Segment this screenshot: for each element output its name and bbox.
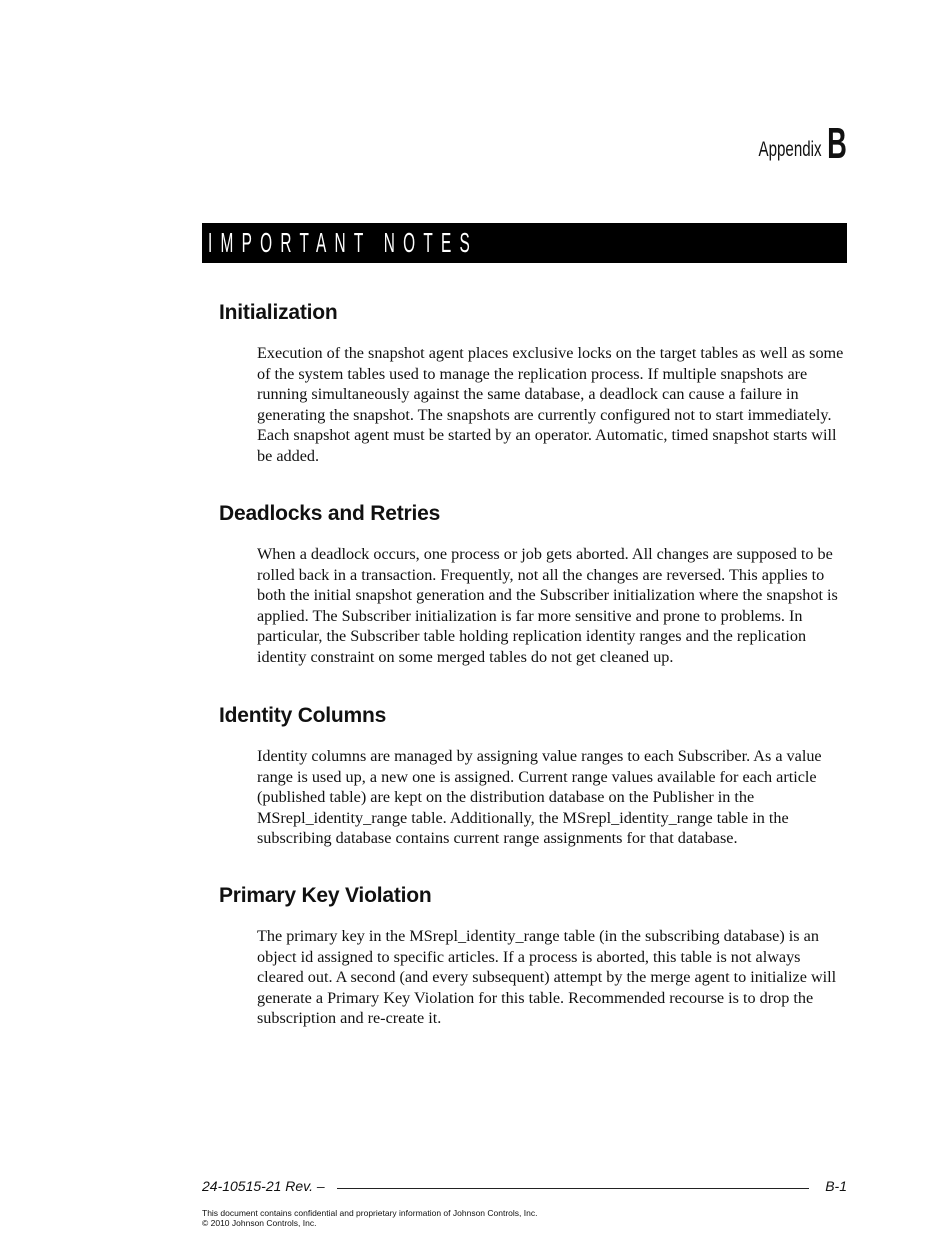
confidentiality-notice [202, 1208, 537, 1228]
appendix-letter: B [827, 119, 847, 168]
section-body: The primary key in the MSrepl_identity_range table (in the subscribing database) is an object id assigned to specific articles. If a process is aborted, this table is not always cleared out. A second (and every subsequent) attempt by the merge agent to initialize will generate a Primary Key Violation for this table. Recommended recourse is to drop the subscription and re-create it. [257, 927, 837, 1028]
confidential-line: This document contains confidential and proprietary information of Johnson Controls, Inc. [202, 1208, 538, 1218]
chapter-title: IMPORTANT NOTES [208, 227, 479, 258]
footer-divider [337, 1188, 809, 1189]
document-number: 24-10515-21 Rev. – [202, 1178, 325, 1194]
chapter-banner [202, 223, 847, 263]
page-number: B-1 [825, 1178, 847, 1194]
section-body: Identity columns are managed by assigning value ranges to each Subscriber. As a value range is used up, a new one is assigned. Current range values available for each article (published table) are kept on the distribution database on the Publisher in the MSrepl_identity_range table. Additionally, the MSrepl_identity_range table in the subscribing database contains current range assignments for that database. [257, 747, 822, 848]
section-deadlocks-and-retries [219, 501, 849, 668]
section-heading: Identity Columns [219, 704, 387, 727]
section-initialization [219, 300, 849, 467]
copyright-line: © 2010 Johnson Controls, Inc. [202, 1218, 317, 1228]
section-heading: Deadlocks and Retries [219, 502, 441, 525]
appendix-word: Appendix [758, 138, 822, 161]
section-body: Execution of the snapshot agent places exclusive locks on the target tables as well as some of the system tables used to manage the replication process. If multiple snapshots are running simultaneously against the same database, a deadlock can cause a failure in generating the snapshot. The snapshots are currently configured not to start immediately. Each snapshot agent must be started by an operator. Automatic, timed snapshot starts will be added. [257, 344, 844, 465]
section-primary-key-violation [219, 883, 849, 1029]
section-identity-columns [219, 703, 849, 849]
page-footer [202, 1176, 847, 1196]
section-heading: Primary Key Violation [219, 884, 432, 907]
appendix-label [734, 119, 847, 168]
section-body: When a deadlock occurs, one process or job gets aborted. All changes are supposed to be rolled back in a transaction. Frequently, not all the changes are reversed. This applies to both the initial snapshot generation and the Subscriber initialization where the snapshot is applied. The Subscriber initialization is far more sensitive and prone to problems. In particular, the Subscriber table holding replication identity ranges and the replication identity constraint on some merged tables do not get cleaned up. [257, 545, 838, 666]
section-heading: Initialization [219, 301, 338, 324]
